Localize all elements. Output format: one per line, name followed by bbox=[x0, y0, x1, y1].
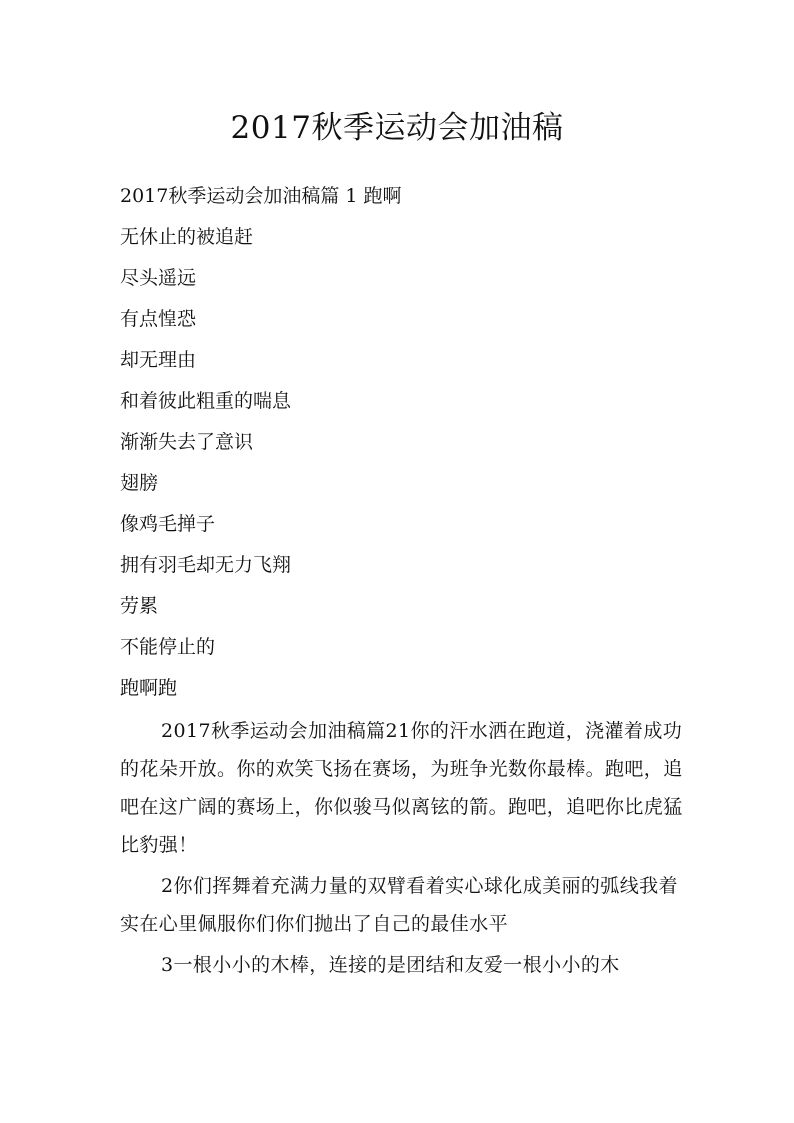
text-line: 尽头遥远 bbox=[120, 267, 197, 289]
text-line: 无休止的被追赶 bbox=[120, 226, 254, 248]
body-paragraph: 2你们挥舞着充满力量的双臂看着实心球化成美丽的弧线我着实在心里佩服你们你们抛出了自己的最佳水平 bbox=[120, 875, 678, 935]
text-line: 跑啊跑 bbox=[120, 677, 178, 699]
text-line: 不能停止的 bbox=[120, 636, 216, 658]
body-paragraph: 3一根小小的木棒，连接的是团结和友爱一根小小的木 bbox=[161, 954, 620, 976]
text-line: 翅膀 bbox=[120, 472, 159, 494]
body-paragraph: 2017秋季运动会加油稿篇21你的汗水洒在跑道，浇灌着成功的花朵开放。你的欢笑飞扬在赛场，为班争光数你最棒。跑吧，追吧在这广阔的赛场上，你似骏马似离铉的箭。跑吧，追吧你比虎猛比豹强！ bbox=[120, 720, 683, 856]
text-line: 和着彼此粗重的喘息 bbox=[120, 390, 292, 412]
text-line: 劳累 bbox=[120, 595, 159, 617]
text-line: 渐渐失去了意识 bbox=[120, 431, 254, 453]
text-line: 2017秋季运动会加油稿篇 1 跑啊 bbox=[120, 185, 402, 207]
text-line: 却无理由 bbox=[120, 349, 197, 371]
document-title: 2017秋季运动会加油稿 bbox=[230, 110, 564, 146]
text-line: 像鸡毛掸子 bbox=[120, 513, 216, 535]
document-body bbox=[120, 176, 694, 987]
text-line: 拥有羽毛却无力飞翔 bbox=[120, 554, 292, 576]
text-line: 有点惶恐 bbox=[120, 308, 197, 330]
